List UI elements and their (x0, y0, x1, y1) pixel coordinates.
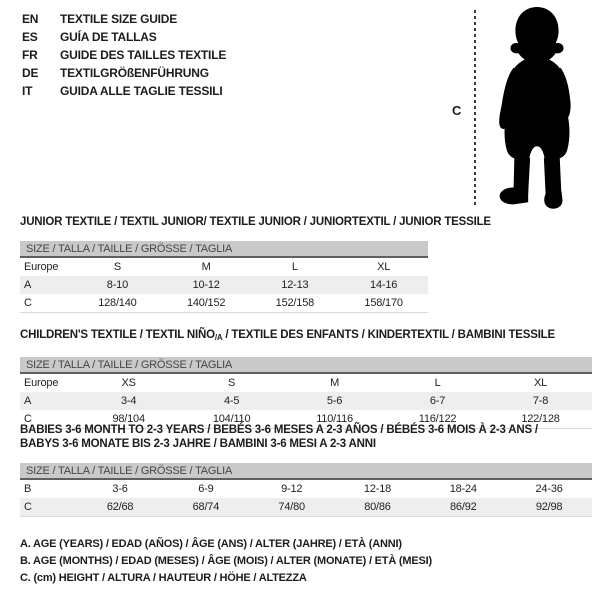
babies-title-line2: BABYS 3-6 MONATE BIS 2-3 JAHRE / BAMBINI 3-6 MESI A 2-3 ANNI (20, 438, 376, 450)
title-part: / TEXTILE DES ENFANTS / KINDERTEXTIL / BAMBINI TESSILE (222, 329, 555, 341)
table-row (20, 498, 592, 516)
age-cell: 12-18 (363, 483, 392, 495)
title-part: CHILDREN'S TEXTILE / TEXTIL NIÑO (20, 329, 215, 341)
footnote-c: C. (cm) HEIGHT / ALTURA / HAUTEUR / HÖHE / ALTEZZA (20, 572, 307, 584)
age-cell: 14-16 (339, 276, 428, 294)
childrens-textile-table (20, 374, 592, 429)
height-cell: 152/158 (251, 294, 340, 312)
size-cell: S (228, 377, 236, 389)
title-subscript: /A (214, 333, 223, 342)
babies-title-line1: BABIES 3-6 MONTH TO 2-3 YEARS / BEBÉS 3-6 MESES A 2-3 AÑOS / BÉBÉS 3-6 MOIS À 2-3 ANS / (20, 424, 538, 436)
table-row (20, 392, 592, 410)
babies-table (20, 480, 592, 517)
row-label: Europe (24, 261, 59, 273)
junior-textile-table-block (20, 215, 491, 313)
age-cell: 3-4 (77, 392, 180, 410)
height-cell: 158/170 (339, 294, 428, 312)
language-legend (22, 10, 226, 100)
lang-title: GUÍA DE TALLAS (60, 30, 157, 44)
size-cell: S (113, 261, 121, 273)
age-cell: 3-6 (112, 483, 128, 495)
age-cell: 24-36 (535, 483, 563, 495)
size-header-bar: SIZE / TALLA / TAILLE / GRÖSSE / TAGLIA (20, 357, 592, 374)
height-measure-label: C (452, 103, 462, 118)
childrens-textile-table-block (20, 328, 592, 429)
height-cell: 86/92 (420, 498, 506, 516)
lang-code: ES (22, 30, 38, 44)
junior-textile-table (20, 258, 428, 313)
size-cell: L (291, 261, 298, 273)
height-cell: 62/68 (77, 498, 163, 516)
age-cell: 8-10 (73, 276, 162, 294)
row-label: Europe (24, 377, 59, 389)
table-row (20, 276, 428, 294)
footnote-b: B. AGE (MONTHS) / EDAD (MESES) / ÂGE (MOIS) / ALTER (MONATE) / ETÀ (MESI) (20, 555, 432, 567)
size-header-bar: SIZE / TALLA / TAILLE / GRÖSSE / TAGLIA (20, 241, 428, 258)
height-cell: 104/110 (180, 410, 283, 428)
age-cell: 18-24 (449, 483, 477, 495)
size-cell: XL (377, 261, 391, 273)
height-cell: 98/104 (77, 410, 180, 428)
height-cell: 110/116 (283, 410, 386, 428)
lang-title: TEXTILE SIZE GUIDE (60, 12, 178, 26)
row-label: C (20, 498, 77, 516)
table-row (20, 258, 428, 276)
lang-code: DE (22, 66, 39, 80)
size-cell: XS (121, 377, 136, 389)
table-row (20, 374, 592, 392)
lang-row-en (22, 10, 226, 28)
footnote-a: A. AGE (YEARS) / EDAD (AÑOS) / ÂGE (ANS) / ALTER (JAHRE) / ETÀ (ANNI) (20, 538, 402, 550)
size-cell: M (330, 377, 340, 389)
height-cell: 80/86 (335, 498, 421, 516)
babies-table-block (20, 423, 592, 517)
size-header-bar: SIZE / TALLA / TAILLE / GRÖSSE / TAGLIA (20, 463, 592, 480)
age-cell: 7-8 (489, 392, 592, 410)
row-label: C (20, 294, 73, 312)
height-cell: 128/140 (73, 294, 162, 312)
height-cell: 116/122 (386, 410, 489, 428)
row-label: C (20, 410, 77, 428)
age-cell: 4-5 (180, 392, 283, 410)
footnotes (20, 536, 432, 587)
age-cell: 6-9 (198, 483, 214, 495)
row-label: A (20, 392, 77, 410)
size-cell: L (434, 377, 441, 389)
lang-row-fr (22, 46, 226, 64)
row-label: B (24, 483, 32, 495)
childrens-textile-title (20, 328, 592, 345)
lang-title: GUIDA ALLE TAGLIE TESSILI (60, 84, 223, 98)
toddler-silhouette-image (487, 5, 587, 213)
height-cell: 74/80 (249, 498, 335, 516)
lang-title: TEXTILGRÖßENFÜHRUNG (60, 66, 209, 80)
size-cell: M (201, 261, 211, 273)
age-cell: 12-13 (251, 276, 340, 294)
row-label: A (20, 276, 73, 294)
age-cell: 9-12 (281, 483, 303, 495)
junior-textile-title: JUNIOR TEXTILE / TEXTIL JUNIOR/ TEXTILE JUNIOR / JUNIORTEXTIL / JUNIOR TESSILE (20, 216, 491, 228)
table-row (20, 294, 428, 312)
height-measure-dashed-line (474, 10, 476, 208)
table-row (20, 480, 592, 498)
age-cell: 6-7 (386, 392, 489, 410)
lang-title: GUIDE DES TAILLES TEXTILE (60, 48, 227, 62)
lang-code: EN (22, 12, 39, 26)
lang-code: IT (22, 84, 33, 98)
lang-row-de (22, 64, 226, 82)
lang-code: FR (22, 48, 38, 62)
height-cell: 92/98 (506, 498, 592, 516)
height-cell: 122/128 (489, 410, 592, 428)
size-cell: XL (533, 377, 548, 389)
age-cell: 5-6 (283, 392, 386, 410)
lang-row-es (22, 28, 226, 46)
height-cell: 140/152 (162, 294, 251, 312)
age-cell: 10-12 (162, 276, 251, 294)
height-cell: 68/74 (163, 498, 249, 516)
lang-row-it (22, 82, 226, 100)
